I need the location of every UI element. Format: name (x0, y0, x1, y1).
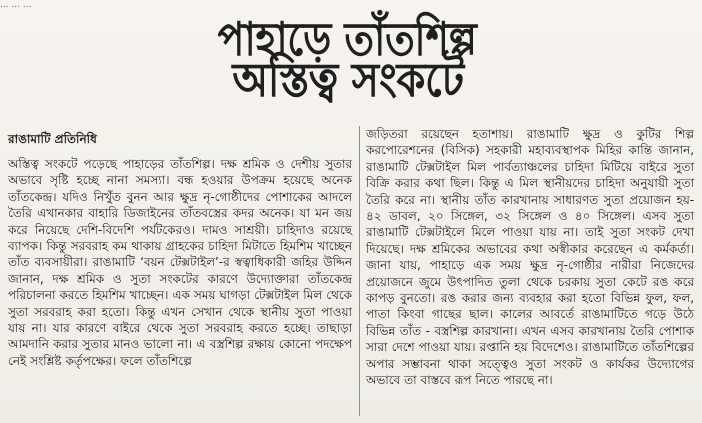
headline (0, 12, 702, 108)
right-column (366, 126, 694, 418)
left-column-text: অস্তিত্ব সংকটে পড়েছে পাহাড়ের তাঁতশিল্প। দক্ষ শ্রমিক ও দেশীয় সুতার অভাবে সৃষ্টি হচ্ছে নানা সমস্যা। বন্ধ হওয়ার উপক্রম হয়েছে অনেক তাঁতকেন্দ্র। যদিও নিখুঁত বুনন আর ক্ষুদ্র নৃ-গোষ্ঠীদের পোশাকের আদলে তৈরি এখানকার বাহারি ডিজাইনের তাঁতবস্ত্রের কদর অনেক। যা মন জয় করে নিয়েছে দেশি-বিদেশি পর্যটকেরও। দামও সাশ্রয়ী। চাহিদাও রয়েছে ব্যাপক। কিন্তু সরবরাহ কম থাকায় গ্রাহকের চাহিদা মিটাতে হিমশিম খাচ্ছেন তাঁত ব্যবসায়ীরা। রাঙামাটি ‘বয়ন টেক্সটাইল’-র স্বত্বাধিকারী জহির উদ্দিন জানান, দক্ষ শ্রমিক ও সুতা সংকটের কারণে উদ্যোক্তারা তাঁতকেন্দ্র পরিচালনা করতে হিমশিম খাচ্ছেন। এক সময় ঘাগড়া টেক্সটাইল মিল থেকে সুতা সরবরাহ করা হতো। কিন্তু এখন সেখান থেকে স্থানীয় সুতা পাওয়া যায় না। যার কারণে বাইরে থেকে সুতা সরবরাহ করতে হচ্ছে। তাছাড়া আমদানি করার সুতার মানও ভালো না। এ বস্ত্রশিল্প রক্ষায় কোনো পদক্ষেপ নেই সংশ্লিষ্ট কর্তৃপক্ষের। ফলে তাঁতশিল্পে (8, 157, 352, 368)
left-column (8, 126, 352, 418)
right-column-text: জড়িতরা রয়েছেন হতাশায়। রাঙামাটি ক্ষুদ্র ও কুটির শিল্প করপোরেশনের (বিসিক) সহকারী মহাব্যবস্থাপক মিহির কান্তি জানান, রাঙামাটি টেক্সটাইল মিল পার্বত্যাঞ্চলের চাহিদা মিটিয়ে বাইরে সুতা বিক্রি করার কথা ছিল। কিন্তু এ মিল স্থানীয়দের চাহিদা অনুযায়ী সুতা তৈরি করে না। স্থানীয় তাঁত কারখানায় সাধারণত সুতা প্রয়োজন হয়- ৪২ ডাবল, ২০ সিঙ্গেল, ৩২ সিঙ্গেল ও ৪০ সিঙ্গেল। এসব সুতা রাঙামাটি টেক্সটাইলে মিলে পাওয়া যায় না। তাই সুতা সংকট দেখা দিয়েছে। দক্ষ শ্রমিকের অভাবের কথা অস্বীকার করেছেন এ কর্মকর্তা। জানা যায়, পাহাড়ে এক সময় ক্ষুদ্র নৃ-গোষ্ঠীর নারীরা নিজেদের প্রয়োজনে জুমে উৎপাদিত তুলা থেকে চরকায় সুতা কেটে রঙ করে কাপড় বুনতো। রঙ করার জন্য ব্যবহার করা হতো বিভিন্ন ফুল, ফল, পাতা কিংবা গাছের ছাল। কালের আবর্তে রাঙামাটিতে গড়ে উঠে বিভিন্ন তাঁত - বস্ত্রশিল্প কারখানা। এখন এসব কারখানায় তৈরি পোশাক সারা দেশে পাওয়া যায়। রপ্তানি হয় বিদেশেও। রাঙামাটিতে তাঁতশিল্পের অপার সম্ভাবনা থাকা সত্ত্বেও সুতা সংকট ও কার্যকর উদ্যোগের অভাবে তা বাস্তবে রূপ নিতে পারছে না। (366, 127, 694, 388)
article-body (8, 126, 694, 418)
column-divider (359, 126, 360, 416)
top-edge-text: ... ... ... (0, 0, 32, 10)
headline-line-1: পাহাড়ে তাঁতশিল্প (217, 12, 477, 66)
headline-line-2: অস্তিত্ব সংকটে (232, 52, 464, 108)
byline: রাঙামাটি প্রতিনিধি (8, 132, 97, 146)
